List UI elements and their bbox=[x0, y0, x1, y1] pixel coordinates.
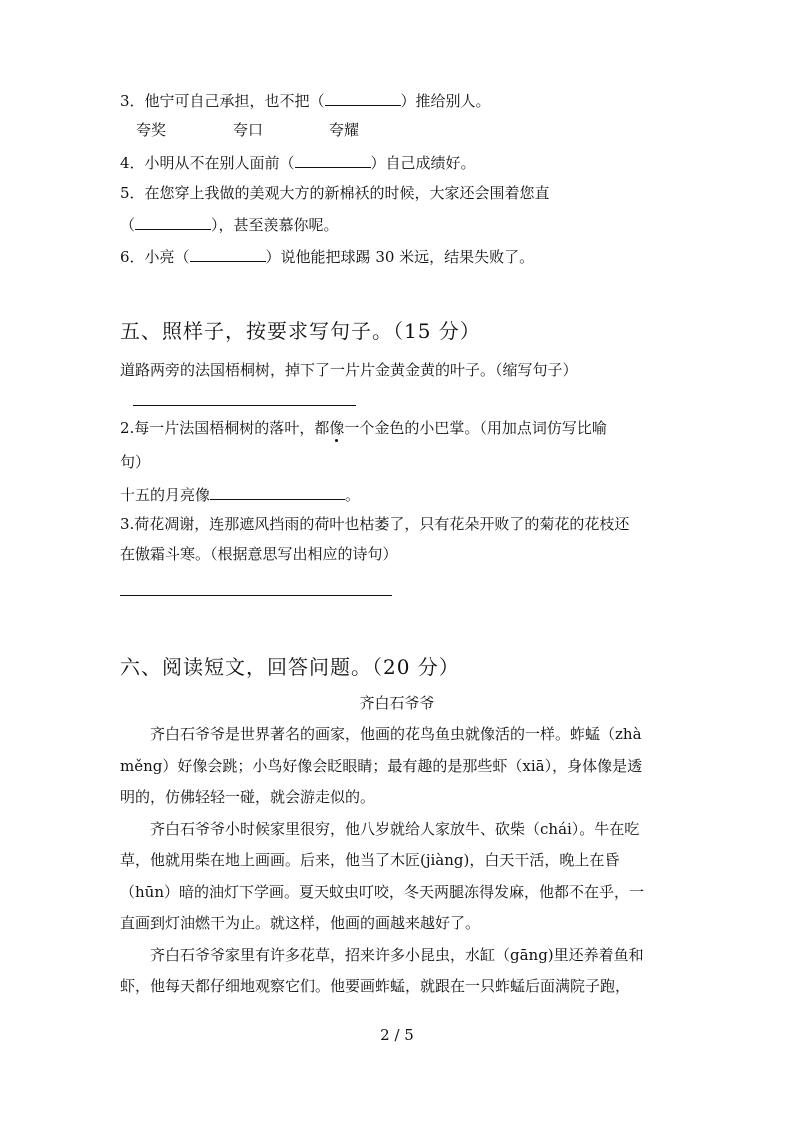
passage-p1-line2: měng）好像会跳；小鸟好像会眨眼睛；最有趣的是那些虾（xiā），身体像是透 bbox=[120, 757, 643, 775]
passage-p2-line1: 齐白石爷爷小时候家里很穷，他八岁就给人家放牛、砍柴（chái）。牛在吃 bbox=[150, 820, 640, 838]
q2-dotted-word: 像 bbox=[329, 419, 345, 437]
q3-text-pre: 3．他宁可自己承担，也不把（ bbox=[120, 92, 325, 110]
q4-text-post: ）自己成绩好。 bbox=[370, 154, 476, 172]
q2-text-pre: 2.每一片法国梧桐树的落叶，都 bbox=[120, 419, 330, 437]
passage-title: 齐白石爷爷 bbox=[359, 694, 435, 712]
question-4-3 bbox=[120, 90, 491, 111]
choice-3: 夸耀 bbox=[329, 121, 360, 139]
section-5-heading: 五、照样子，按要求写句子。（15 分） bbox=[120, 319, 481, 343]
question-4-6 bbox=[120, 246, 534, 267]
q6-blank[interactable] bbox=[190, 246, 266, 262]
q2-fill-pre: 十五的月亮像 bbox=[120, 486, 211, 504]
question-4-5-line2 bbox=[120, 214, 339, 235]
section5-q1: 道路两旁的法国梧桐树，掉下了一片片金黄金黄的叶子。（缩写句子） bbox=[120, 361, 578, 379]
choice-1: 夸奖 bbox=[136, 121, 167, 139]
q6-text-pre: 6．小亮（ bbox=[120, 248, 190, 266]
passage-p3-line1: 齐白石爷爷家里有许多花草，招来许多小昆虫，水缸（gāng)里还养着鱼和 bbox=[150, 946, 644, 964]
q2-fill-blank[interactable] bbox=[210, 484, 345, 500]
q3-blank[interactable] bbox=[325, 90, 401, 106]
section5-q2-line2: 句） bbox=[120, 453, 151, 471]
section5-q2-fill bbox=[120, 484, 360, 505]
section5-q3-answer-line[interactable] bbox=[120, 595, 392, 596]
question-4-4 bbox=[120, 152, 476, 173]
q5-text-pre: （ bbox=[120, 216, 136, 234]
passage-p2-line3: （hūn）暗的油灯下学画。夏天蚊虫叮咬，冬天两腿冻得发麻，他都不在乎，一 bbox=[120, 883, 644, 901]
q4-text-pre: 4．小明从不在别人面前（ bbox=[120, 154, 295, 172]
passage-p2-line2: 草，他就用柴在地上画画。后来，他当了木匠(jiàng)，白天干活，晚上在昏 bbox=[120, 851, 620, 869]
q4-blank[interactable] bbox=[295, 152, 371, 168]
q6-text-post: ）说他能把球踢 30 米远，结果失败了。 bbox=[265, 248, 535, 266]
choice-2: 夸口 bbox=[233, 121, 264, 139]
passage-p1-line3: 明的，仿佛轻轻一碰，就会游走似的。 bbox=[120, 788, 376, 806]
section5-q3-line1: 3.荷花凋谢，连那遮风挡雨的荷叶也枯萎了，只有花朵开败了的菊花的花枝还 bbox=[120, 515, 630, 533]
section5-q1-answer-line[interactable] bbox=[133, 405, 356, 406]
question-4-5-line1: 5．在您穿上我做的美观大方的新棉袄的时候，大家还会围着您直 bbox=[120, 184, 550, 202]
section-6-heading: 六、阅读短文，回答问题。（20 分） bbox=[120, 655, 460, 679]
q2-fill-post: 。 bbox=[345, 486, 361, 504]
passage-p1-line1: 齐白石爷爷是世界著名的画家，他画的花鸟鱼虫就像活的一样。蚱蜢（zhà bbox=[150, 725, 642, 743]
q5-text-post: ），甚至羡慕你呢。 bbox=[211, 216, 339, 234]
q2-text-post: 一个金色的小巴掌。（用加点词仿写比喻 bbox=[344, 419, 607, 437]
passage-p2-line4: 直画到灯油燃干为止。就这样，他画的画越来越好了。 bbox=[120, 914, 481, 932]
passage-p3-line2: 虾，他每天都仔细地观察它们。他要画蚱蜢，就跟在一只蚱蜢后面满院子跑， bbox=[120, 977, 631, 995]
q3-text-post: ）推给别人。 bbox=[400, 92, 491, 110]
section5-q3-line2: 在傲霜斗寒。（根据意思写出相应的诗句） bbox=[120, 545, 398, 563]
q5-blank[interactable] bbox=[135, 214, 211, 230]
section5-q2-line1 bbox=[120, 418, 607, 438]
page-number: 2 / 5 bbox=[380, 1026, 414, 1044]
